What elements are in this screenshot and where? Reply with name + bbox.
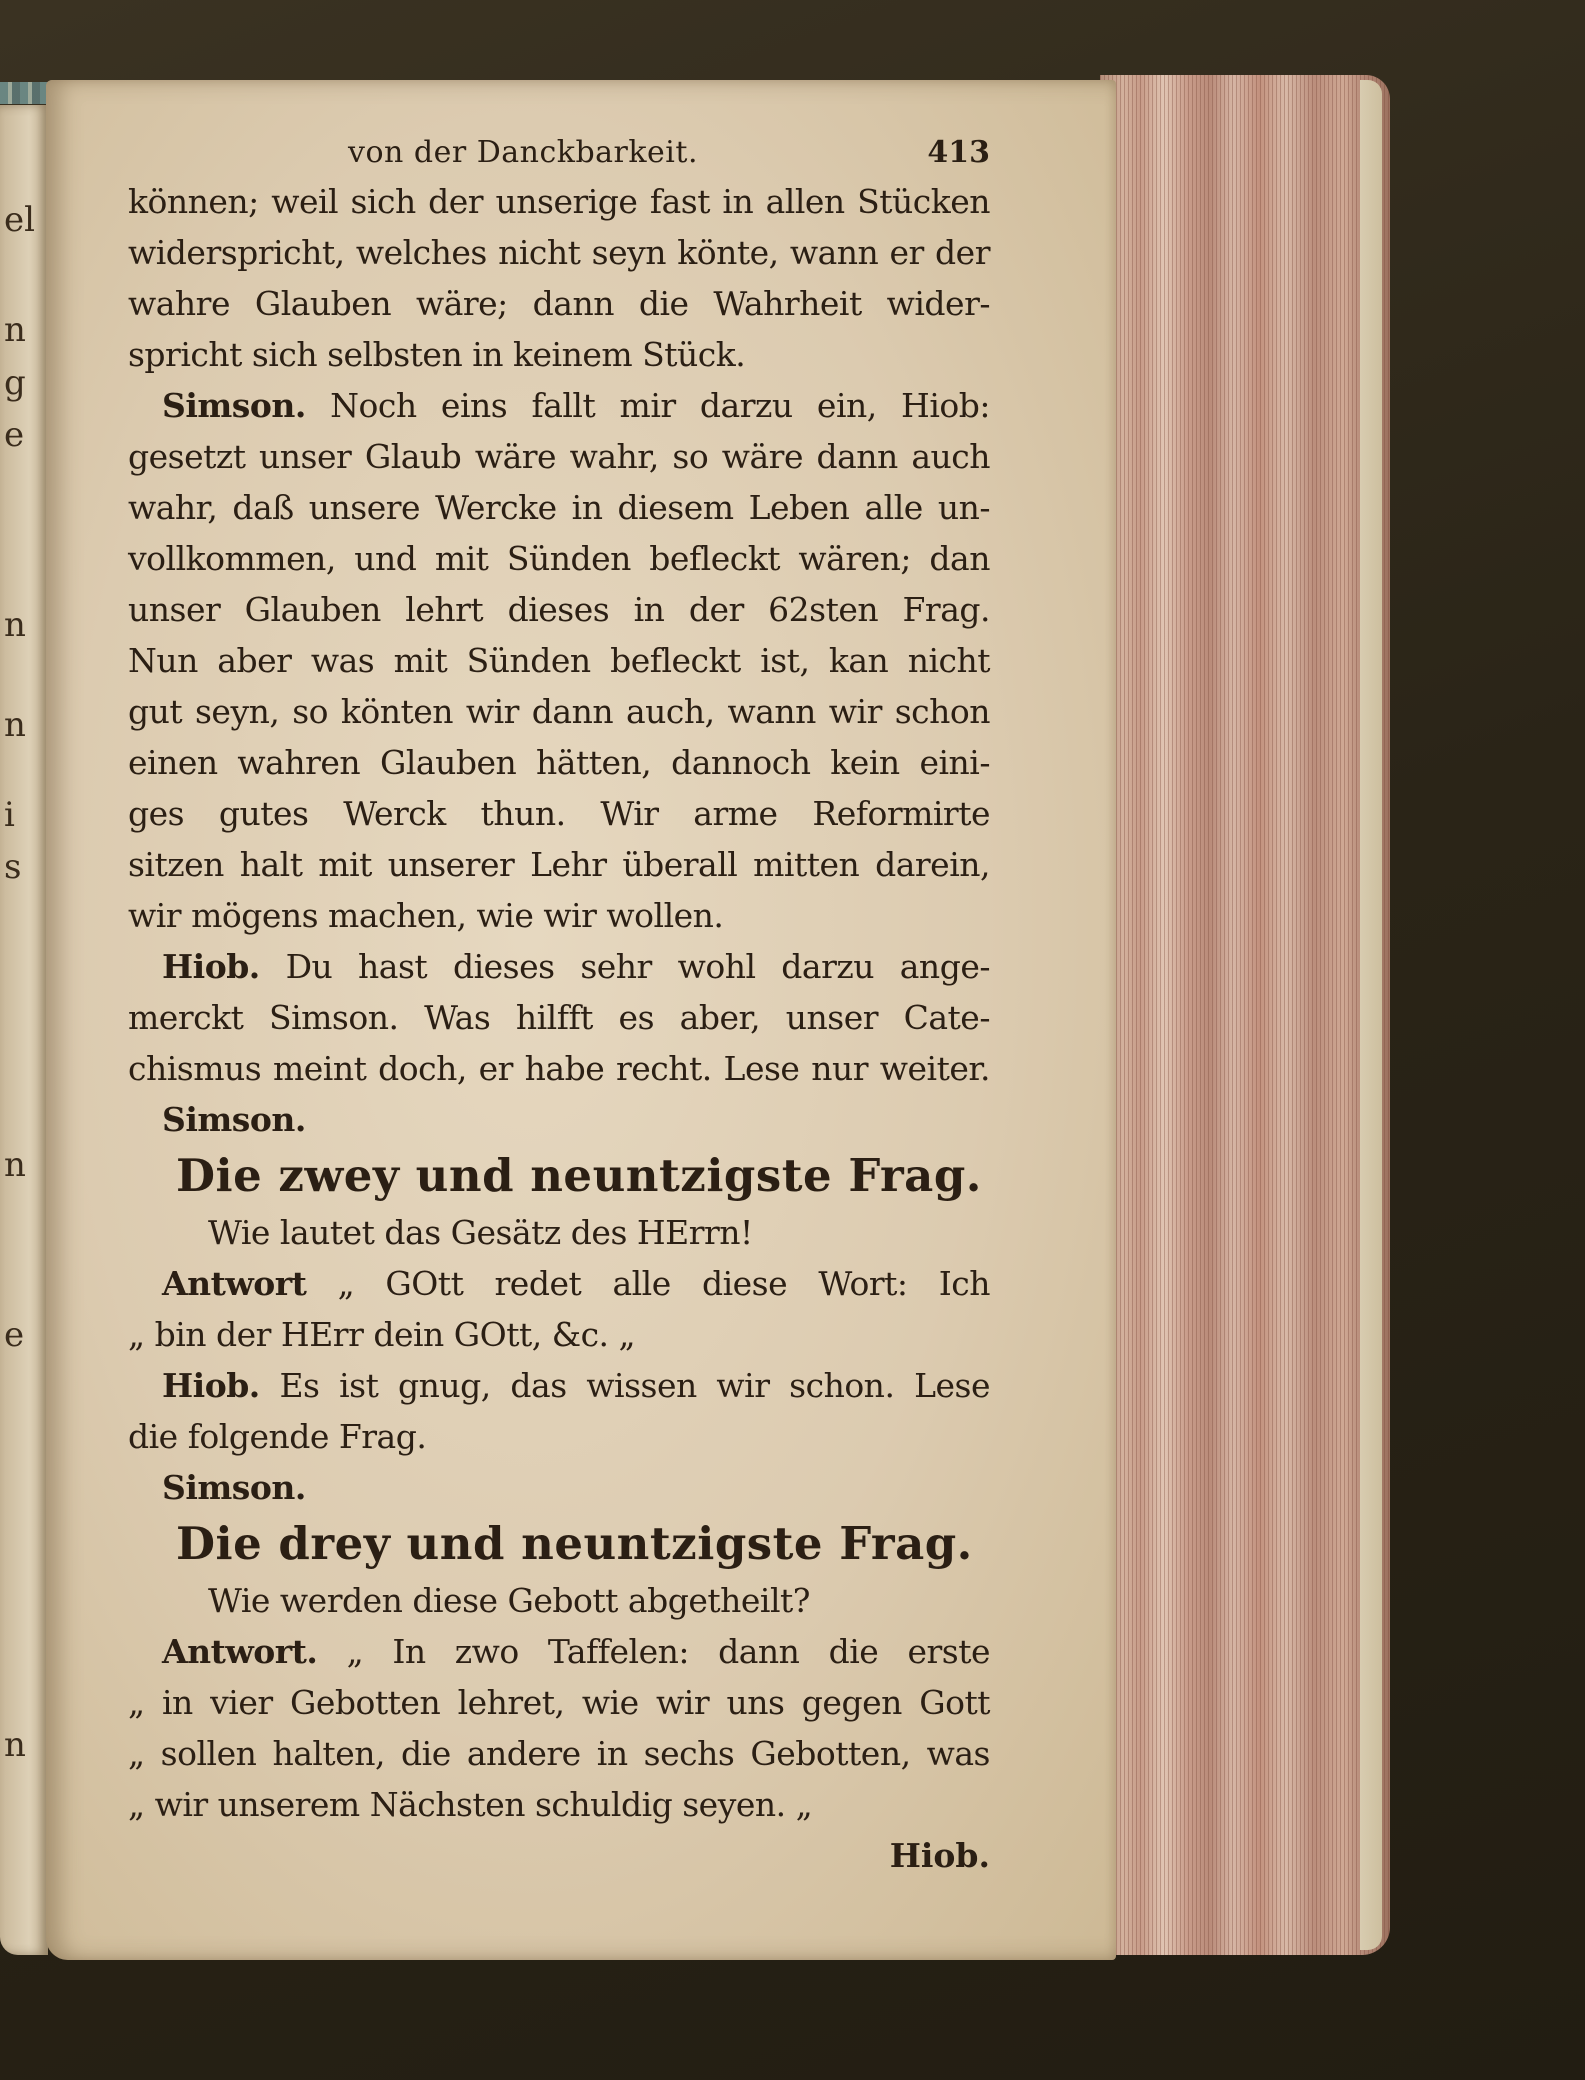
- left-page-fragment: n: [4, 705, 26, 745]
- text-line: wir mögens machen, wie wir wollen.: [128, 896, 724, 935]
- left-page-fragment: s: [4, 847, 22, 887]
- text-line: können; weil sich der unserige fast in allen Stücken: [128, 182, 990, 221]
- left-page-fragment: e: [4, 415, 25, 455]
- speaker-name: Hiob.: [162, 947, 260, 986]
- speaker-name: Simson.: [162, 1100, 306, 1139]
- left-page-fragment: el: [4, 200, 35, 240]
- speaker-name: Hiob.: [162, 1366, 260, 1405]
- running-title: von der Danckbarkeit.: [348, 135, 698, 170]
- question-text: Wie werden diese Gebott abgetheilt?: [208, 1581, 810, 1620]
- speech-text: Es ist gnug, das wissen wir schon. Lese: [279, 1366, 990, 1405]
- text-line: einen wahren Glauben hätten, dannoch kein eini-: [128, 743, 990, 782]
- text-line: unser Glauben lehrt dieses in der 62sten Frag.: [128, 590, 990, 629]
- answer-text: „ In zwo Taffelen: dann die erste: [346, 1632, 990, 1671]
- text-line: vollkommen, und mit Sünden befleckt wären; dan: [128, 539, 990, 578]
- left-page-fragment: i: [4, 795, 15, 835]
- text-line: die folgende Frag.: [128, 1417, 427, 1456]
- text-line: Nun aber was mit Sünden befleckt ist, kan nicht: [128, 641, 990, 680]
- text-line: wahr, daß unsere Wercke in diesem Leben alle un-: [128, 488, 990, 527]
- text-line: „ wir unserem Nächsten schuldig seyen. „: [128, 1785, 813, 1824]
- answer-text: „ GOtt redet alle diese Wort: Ich: [337, 1264, 990, 1303]
- back-cover-edge: [1360, 80, 1382, 1950]
- text-line: gut seyn, so könten wir dann auch, wann wir schon: [128, 692, 990, 731]
- text-line: gesetzt unser Glaub wäre wahr, so wäre dann auch: [128, 437, 990, 476]
- answer-label: Antwort: [162, 1264, 307, 1303]
- text-line: chismus meint doch, er habe recht. Lese nur weiter.: [128, 1049, 990, 1088]
- left-page-fragment: g: [4, 363, 26, 403]
- text-line: merckt Simson. Was hilfft es aber, unser Cate-: [128, 998, 990, 1037]
- page-number: 413: [927, 135, 990, 170]
- text-line: [128, 941, 990, 992]
- question-heading: Die zwey und neuntzigste Frag.: [176, 1149, 982, 1202]
- text-line: [128, 380, 990, 431]
- speech-text: Du hast dieses sehr wohl darzu ange-: [285, 947, 990, 986]
- text-line: ges gutes Werck thun. Wir arme Reformirte: [128, 794, 990, 833]
- text-line: wahre Glauben wäre; dann die Wahrheit wider-: [128, 284, 990, 323]
- left-page-sliver: [0, 105, 48, 1955]
- left-page-fragment: n: [4, 310, 26, 350]
- speaker-name: Simson.: [162, 1468, 306, 1507]
- speech-text: Noch eins fallt mir darzu ein, Hiob:: [330, 386, 990, 425]
- text-block: [128, 130, 990, 1881]
- left-page-fragment: n: [4, 605, 26, 645]
- text-line: [128, 1626, 990, 1677]
- question-text: Wie lautet das Gesätz des HErrn!: [208, 1213, 753, 1252]
- text-line: sitzen halt mit unserer Lehr überall mitten darein,: [128, 845, 990, 884]
- question-heading: Die drey und neuntzigste Frag.: [176, 1517, 973, 1570]
- text-line: spricht sich selbsten in keinem Stück.: [128, 335, 746, 374]
- page: [46, 80, 1116, 1960]
- text-line: „ in vier Gebotten lehret, wie wir uns gegen Gott: [128, 1683, 990, 1722]
- page-edge-lines: [1100, 75, 1390, 1955]
- catchword: Hiob.: [889, 1836, 990, 1875]
- speaker-name: Simson.: [162, 386, 306, 425]
- text-line: widerspricht, welches nicht seyn könte, wann er der: [128, 233, 990, 272]
- left-page-fragment: n: [4, 1145, 26, 1185]
- text-line: „ sollen halten, die andere in sechs Gebotten, was: [128, 1734, 990, 1773]
- running-head: [128, 130, 990, 176]
- left-page-fragment: e: [4, 1315, 25, 1355]
- answer-label: Antwort.: [162, 1632, 318, 1671]
- text-line: [128, 1258, 990, 1309]
- text-line: [128, 1360, 990, 1411]
- text-line: „ bin der HErr dein GOtt, &c. „: [128, 1315, 636, 1354]
- left-page-fragment: n: [4, 1725, 26, 1765]
